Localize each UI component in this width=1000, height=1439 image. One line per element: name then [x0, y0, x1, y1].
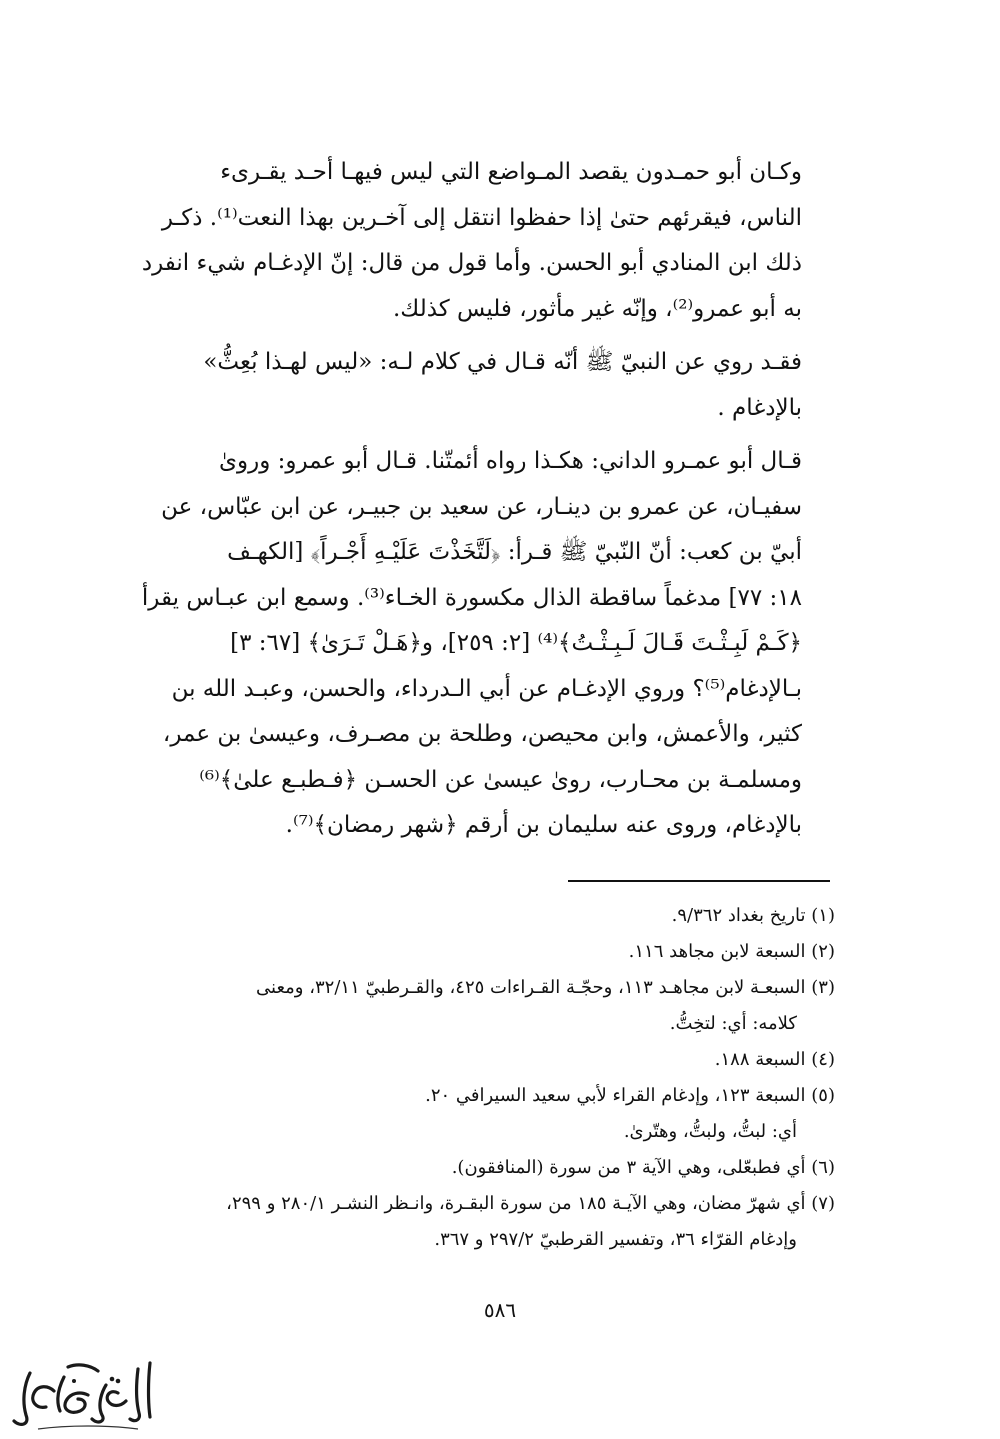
text-line: بالإدغام .	[717, 394, 802, 421]
footnote-line: كلامه: أي: لتخِتُّ.	[669, 1013, 797, 1034]
text-line: ١٨: ٧٧] مدغماً ساقطة الذال مكسورة الخـاء⁽³⁾. وسمع ابن عبـاس يقرأ	[141, 584, 802, 611]
footnote-separator	[568, 880, 830, 882]
text-line: ﴿كَـمْ لَبِـثْـتَ قَـالَ لَـبِـثْـتُ﴾⁽⁴⁾ [٢: ٢٥٩]، و﴿هَـلْ تَـرَىٰ﴾ [٦٧: ٣]	[230, 630, 802, 656]
footnote-7	[135, 1186, 835, 1258]
main-text	[128, 150, 842, 857]
calligraphy-watermark-logo	[8, 1355, 158, 1435]
text-line: ومسلمـة بن محـارب، روىٰ عيسىٰ عن الحسـن ﴿فـطبـع علىٰ﴾⁽⁶⁾	[199, 766, 802, 793]
text-line: الناس، فيقرئهم حتىٰ إذا حفظوا انتقل إلى آخـرين بهذا النعت⁽¹⁾. ذكـر	[161, 204, 802, 231]
footnote-line: (٤) السبعة ١٨٨.	[714, 1049, 835, 1070]
footnotes	[135, 898, 835, 1258]
footnote-line: (٣) السبعـة لابن مجاهـد ١١٣، وحجّـة القـراءات ٤٢٥، والقـرطبيّ ٣٢/١١، ومعنى	[256, 977, 835, 998]
text-line: فقـد روي عن النبيّ ﷺ أنّه قـال في كلام لـه: «ليس لهـذا بُعِثُّ»	[203, 349, 802, 375]
text-line: بالإدغام، وروى عنه سليمان بن أرقم ﴿شهر رمضان﴾⁽⁷⁾.	[285, 812, 802, 838]
footnote-5	[135, 1078, 835, 1150]
footnote-line: أي: لبتُّ، ولبتُّ، وهتّرىٰ.	[623, 1121, 797, 1142]
footnote-line: (٢) السبعة لابن مجاهد ١١٦.	[628, 941, 835, 962]
paragraph-1	[128, 150, 842, 332]
paragraph-2	[128, 340, 842, 431]
footnote-line: (١) تاريخ بغداد ٩/٣٦٢.	[671, 905, 835, 926]
footnote-line: (٧) أي شهرّ مضان، وهي الآيـة ١٨٥ من سورة البقـرة، وانـظر النشـر ٢٨٠/١ و ٢٩٩،	[226, 1193, 835, 1214]
footnote-3	[135, 970, 835, 1042]
page-number: ٥٨٦	[483, 1298, 517, 1322]
footnote-line: (٥) السبعة ١٢٣، وإدغام القراء لأبي سعيد السيرافي ٢٠.	[425, 1085, 835, 1106]
text-line: ذلك ابن المنادي أبو الحسن. وأما قول من قال: إنّ الإدغـام شيء انفرد	[141, 250, 802, 276]
footnote-1	[135, 898, 835, 934]
text-line: به أبو عمرو⁽²⁾، وإنّه غير مأثور، فليس كذلك.	[393, 295, 802, 322]
text-line: أبيّ بن كعب: أنّ النّبيّ ﷺ قـرأ: ﴿لَتَّخَذْتَ عَلَيْـهِ أَجْـراً﴾ [الكهـف	[227, 539, 802, 565]
text-line: بـالإدغام⁽⁵⁾؟ وروي الإدغـام عن أبي الـدرداء، والحسن، وعبـد الله بن	[171, 675, 802, 702]
footnote-line: وإدغام القرّاء ٣٦، وتفسير القرطبيّ ٢٩٧/٢ و ٣٦٧.	[434, 1229, 797, 1250]
footnote-4	[135, 1042, 835, 1078]
footnote-6	[135, 1150, 835, 1186]
text-line: سفيـان، عن عمرو بن دينـار، عن سعيد بن جبيـر، عن ابن عبّاس، عن	[161, 493, 802, 520]
footnote-2	[135, 934, 835, 970]
paragraph-3	[128, 439, 842, 849]
text-line: كثير، والأعمش، وابن محيصن، وطلحة بن مصـرف، وعيسىٰ بن عمر،	[162, 721, 802, 747]
text-line: قـال أبو عمـرو الداني: هكـذا رواه أئمتّنا. قـال أبو عمرو: وروىٰ	[219, 448, 802, 474]
text-line: وكـان أبو حمـدون يقصد المـواضع التي ليس فيهـا أحـد يقـرىء	[220, 159, 802, 185]
footnote-line: (٦) أي فطبعّلى، وهي الآية ٣ من سورة (المنافقون).	[451, 1157, 835, 1178]
